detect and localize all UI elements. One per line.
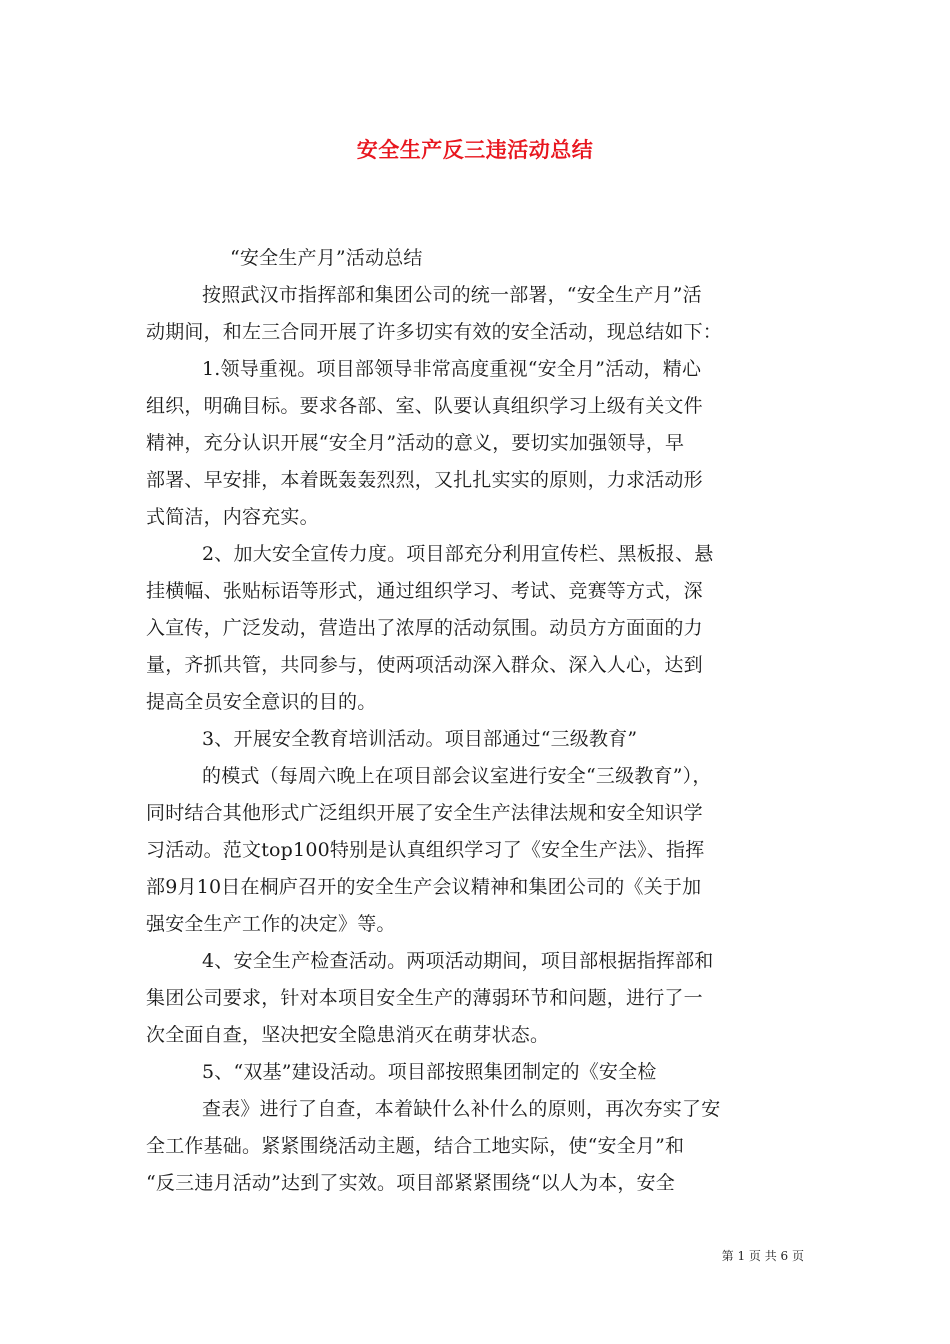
body-text-line: 全工作基础。紧紧围绕活动主题，结合工地实际，使“安全月”和 (146, 1135, 685, 1157)
body-text-line: “反三违月活动”达到了实效。项目部紧紧围绕“以人为本，安全 (146, 1172, 675, 1194)
body-text-line: 精神，充分认识开展“安全月”活动的意义，要切实加强领导，早 (146, 432, 685, 454)
body-text-line: 组织，明确目标。要求各部、室、队要认真组织学习上级有关文件 (146, 395, 703, 417)
body-text-line: 1.领导重视。项目部领导非常高度重视“安全月”活动，精心 (202, 358, 702, 380)
body-text-line: 3、开展安全教育培训活动。项目部通过“三级教育” (202, 728, 638, 750)
body-text-line: 5、“双基”建设活动。项目部按照集团制定的《安全检 (202, 1061, 657, 1083)
body-text-line: 习活动。范文top100特别是认真组织学习了《安全生产法》、指挥 (146, 839, 705, 861)
document-title: 安全生产反三违活动总结 (356, 137, 594, 162)
body-text-line: 4、安全生产检查活动。两项活动期间，项目部根据指挥部和 (202, 950, 714, 972)
body-text-line: 2、加大安全宣传力度。项目部充分利用宣传栏、黑板报、悬 (202, 543, 714, 565)
body-text-line: 挂横幅、张贴标语等形式，通过组织学习、考试、竞赛等方式，深 (146, 580, 703, 602)
body-text-line: 次全面自查，坚决把安全隐患消灭在萌芽状态。 (146, 1024, 550, 1046)
body-text-line: 部9月10日在桐庐召开的安全生产会议精神和集团公司的《关于加 (146, 876, 702, 898)
body-text-line: 式简洁，内容充实。 (146, 506, 319, 528)
body-text-line: 部署、早安排，本着既轰轰烈烈，又扎扎实实的原则，力求活动形 (146, 469, 703, 491)
body-text-line: 提高全员安全意识的目的。 (146, 691, 377, 713)
body-text-line: 强安全生产工作的决定》等。 (146, 913, 396, 935)
body-text-line: “安全生产月”活动总结 (230, 247, 423, 269)
body-text-line: 集团公司要求，针对本项目安全生产的薄弱环节和问题，进行了一 (146, 987, 703, 1009)
body-text-line: 动期间，和左三合同开展了许多切实有效的安全活动，现总结如下： (146, 321, 723, 343)
body-text-line: 按照武汉市指挥部和集团公司的统一部署，“安全生产月”活 (202, 284, 702, 306)
body-text-line: 量，齐抓共管，共同参与，使两项活动深入群众、深入人心，达到 (146, 654, 703, 676)
body-text-line: 入宣传，广泛发动，营造出了浓厚的活动氛围。动员方方面面的力 (146, 617, 703, 639)
body-text-line: 的模式（每周六晚上在项目部会议室进行安全“三级教育”）， (202, 765, 712, 787)
body-text-line: 查表》进行了自查，本着缺什么补什么的原则，再次夯实了安 (202, 1098, 721, 1120)
body-text-line: 同时结合其他形式广泛组织开展了安全生产法律法规和安全知识学 (146, 802, 703, 824)
page-number-footer: 第 1 页 共 6 页 (721, 1249, 804, 1263)
